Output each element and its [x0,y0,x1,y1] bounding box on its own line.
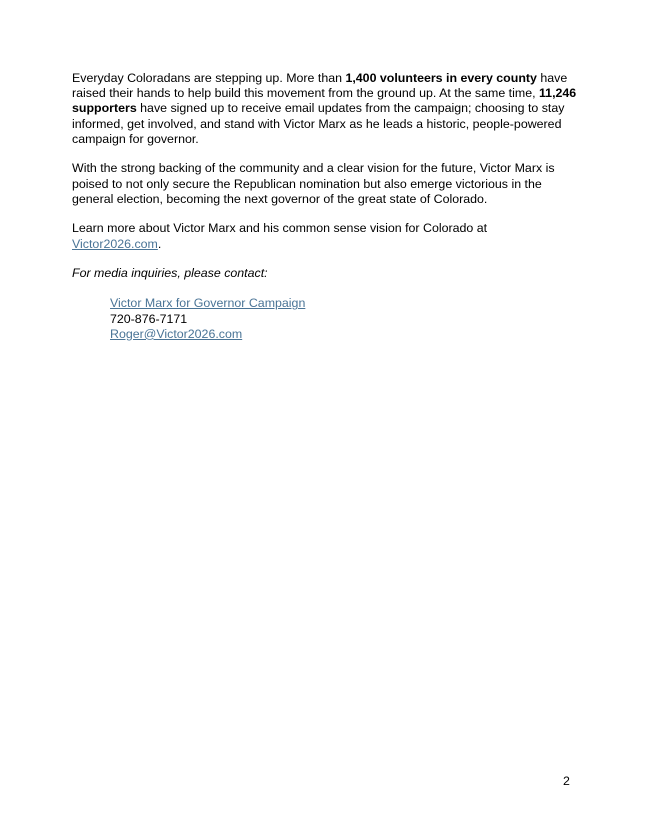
paragraph-text: have raised their hands to help build this movement from the ground up. At the same time, [72,71,568,101]
document-body [72,71,577,342]
page-number: 2 [563,774,570,788]
contact-phone: 720-876-7171 [110,311,188,326]
paragraph-punctuation: . [157,236,162,251]
paragraph-text: Learn more about Victor Marx and his common sense vision for Colorado at [72,221,488,236]
paragraph-text: have signed up to receive email updates from the campaign; choosing to stay informed, get involved, and stand with Victor Marx as he leads a historic, people-powered campaign for governor. [72,101,565,146]
contact-email-link[interactable]: Roger@Victor2026.com [110,326,243,341]
contact-block [110,296,577,342]
learn-more-paragraph [72,221,577,251]
volunteers-paragraph [72,71,577,147]
vision-paragraph: With the strong backing of the community and a clear vision for the future, Victor Marx is poised to not only secure the Republican nomination but also emerge victorious in the general election, becoming the next governor of the great state of Colorado. [72,161,555,206]
website-link[interactable]: Victor2026.com [72,236,158,251]
paragraph-text: Everyday Coloradans are stepping up. More than [72,71,346,85]
supporters-highlight: 11,246 supporters [72,86,577,116]
campaign-link[interactable]: Victor Marx for Governor Campaign [110,296,306,311]
volunteers-highlight: 1,400 volunteers in every county [345,71,537,85]
media-contact-intro: For media inquiries, please contact: [72,266,268,281]
